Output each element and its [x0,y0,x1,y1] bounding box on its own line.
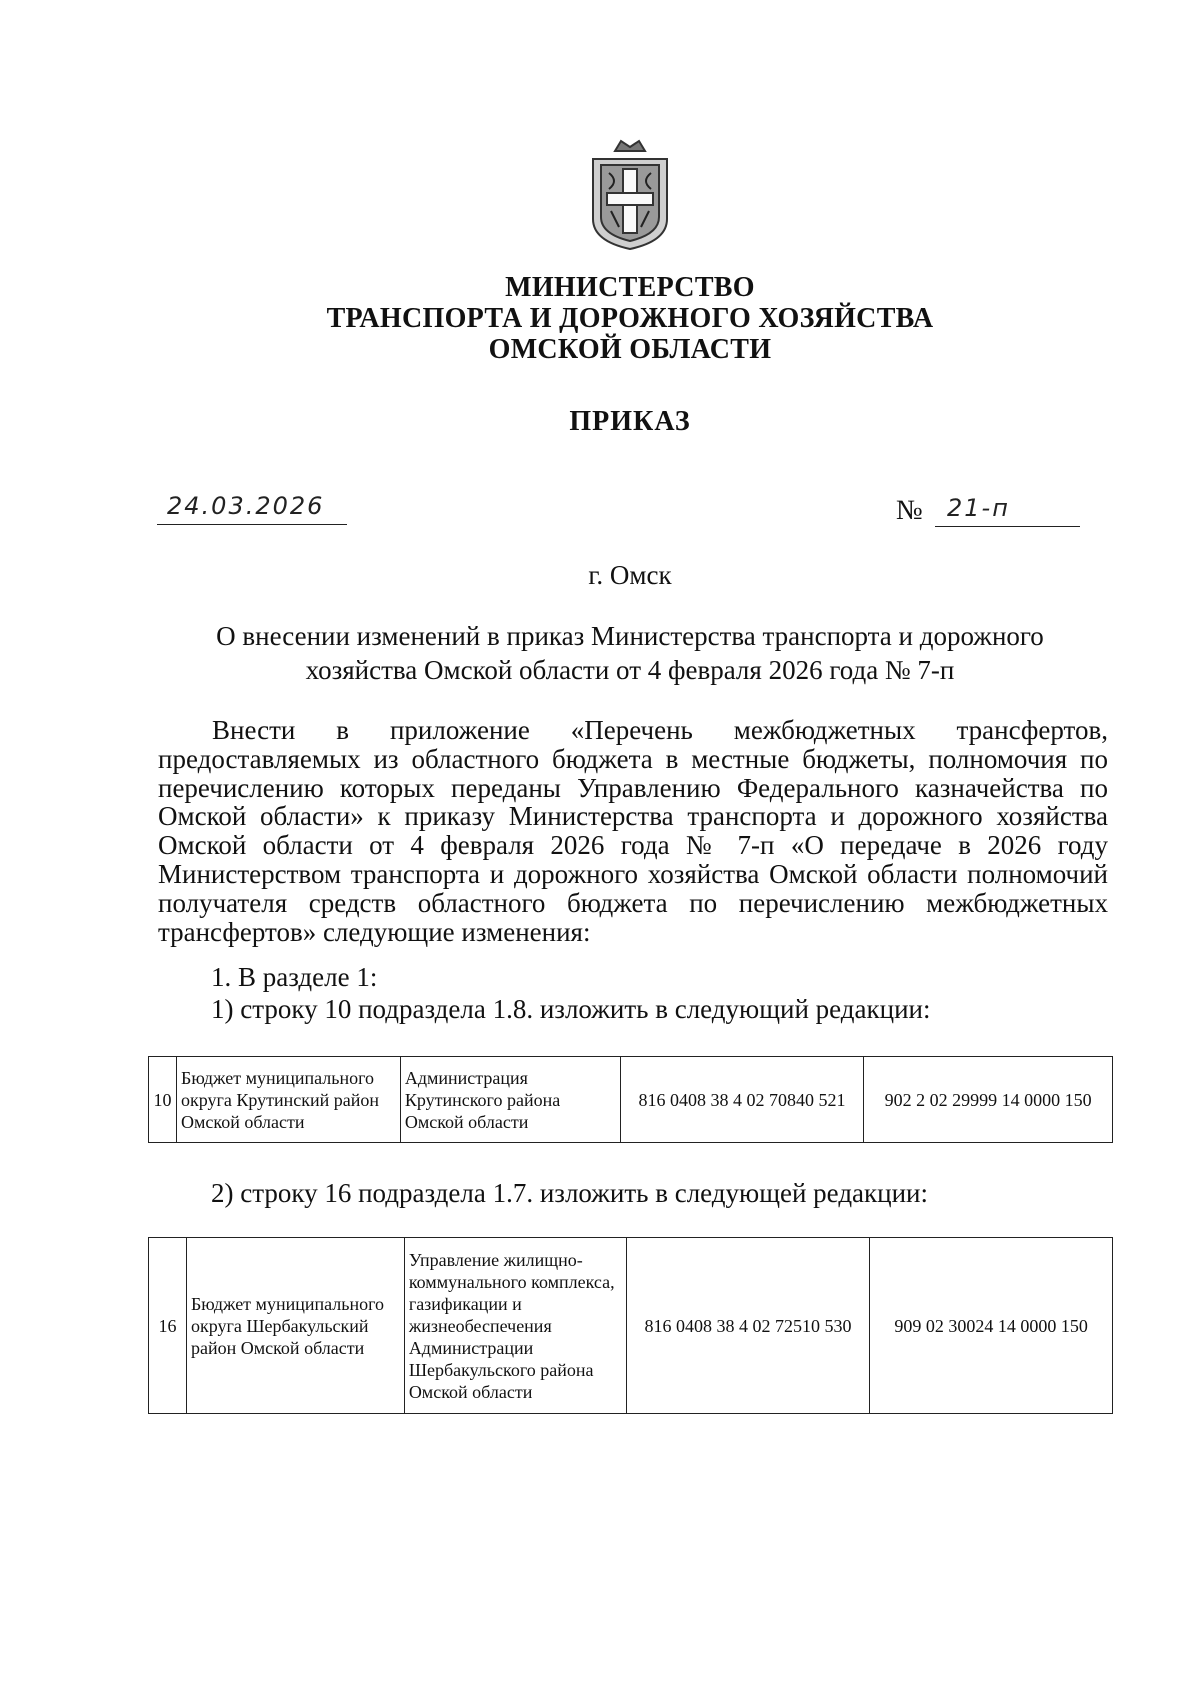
item-2-text: 2) строку 16 подраздела 1.7. изложить в следующей редакции: [211,1178,929,1208]
revenue-code-cell: 909 02 30024 14 0000 150 [870,1238,1113,1414]
order-subject: О внесении изменений в приказ Министерства транспорта и дорожного хозяйства Омской области от 4 февраля 2026 года № 7-п [216,621,1044,685]
ministry-line-3: ОМСКОЙ ОБЛАСТИ [488,334,772,365]
table-row [149,1238,1113,1414]
coat-of-arms-icon [585,137,675,251]
number-label: № [896,495,923,526]
city: г. Омск [588,560,672,590]
amendment-table-1 [148,1056,1113,1143]
budget-cell: Бюджет муниципального округа Шербакульский район Омской области [186,1238,404,1414]
ministry-line-2: ТРАНСПОРТА И ДОРОЖНОГО ХОЗЯЙСТВА [326,303,934,334]
document-type: ПРИКАЗ [569,406,691,437]
administrator-cell: Администрация Крутинского района Омской области [400,1057,620,1143]
item-1-text: 1) строку 10 подраздела 1.8. изложить в следующий редакции: [211,994,931,1024]
expense-code-cell: 816 0408 38 4 02 72510 530 [626,1238,870,1414]
section-heading: 1. В разделе 1: [211,962,378,992]
revenue-code-cell: 902 2 02 29999 14 0000 150 [864,1057,1113,1143]
date-field [157,488,347,525]
administrator-cell: Управление жилищно-коммунального комплекса, газификации и жизнеобеспечения Администрации Шербакульского района Омской области [404,1238,626,1414]
budget-cell: Бюджет муниципального округа Крутинский район Омской области [176,1057,400,1143]
table-row [149,1057,1113,1143]
amendment-table-2 [148,1237,1113,1414]
row-number: 16 [149,1238,187,1414]
row-number: 10 [149,1057,177,1143]
number-field [935,490,1080,527]
body-paragraph: Внести в приложение «Перечень межбюджетных трансфертов, предоставляемых из областного бюджета в местные бюджеты, полномочия по перечислению которых переданы Управлению Федерального казначейства по Омской области» к приказу Министерства транспорта и дорожного хозяйства Омской области от 4 февраля 2026 года № 7-п «О передаче в 2026 году Министерством транспорта и дорожного хозяйства Омской области полномочий получателя средств областного бюджета по перечислению межбюджетных трансфертов» следующие изменения: [158,715,1108,947]
handwritten-number: 21-п [947,494,1010,522]
ministry-line-1: МИНИСТЕРСТВО [505,272,755,303]
expense-code-cell: 816 0408 38 4 02 70840 521 [620,1057,864,1143]
handwritten-date: 24.03.2026 [167,492,325,520]
ministry-name [0,272,1200,365]
